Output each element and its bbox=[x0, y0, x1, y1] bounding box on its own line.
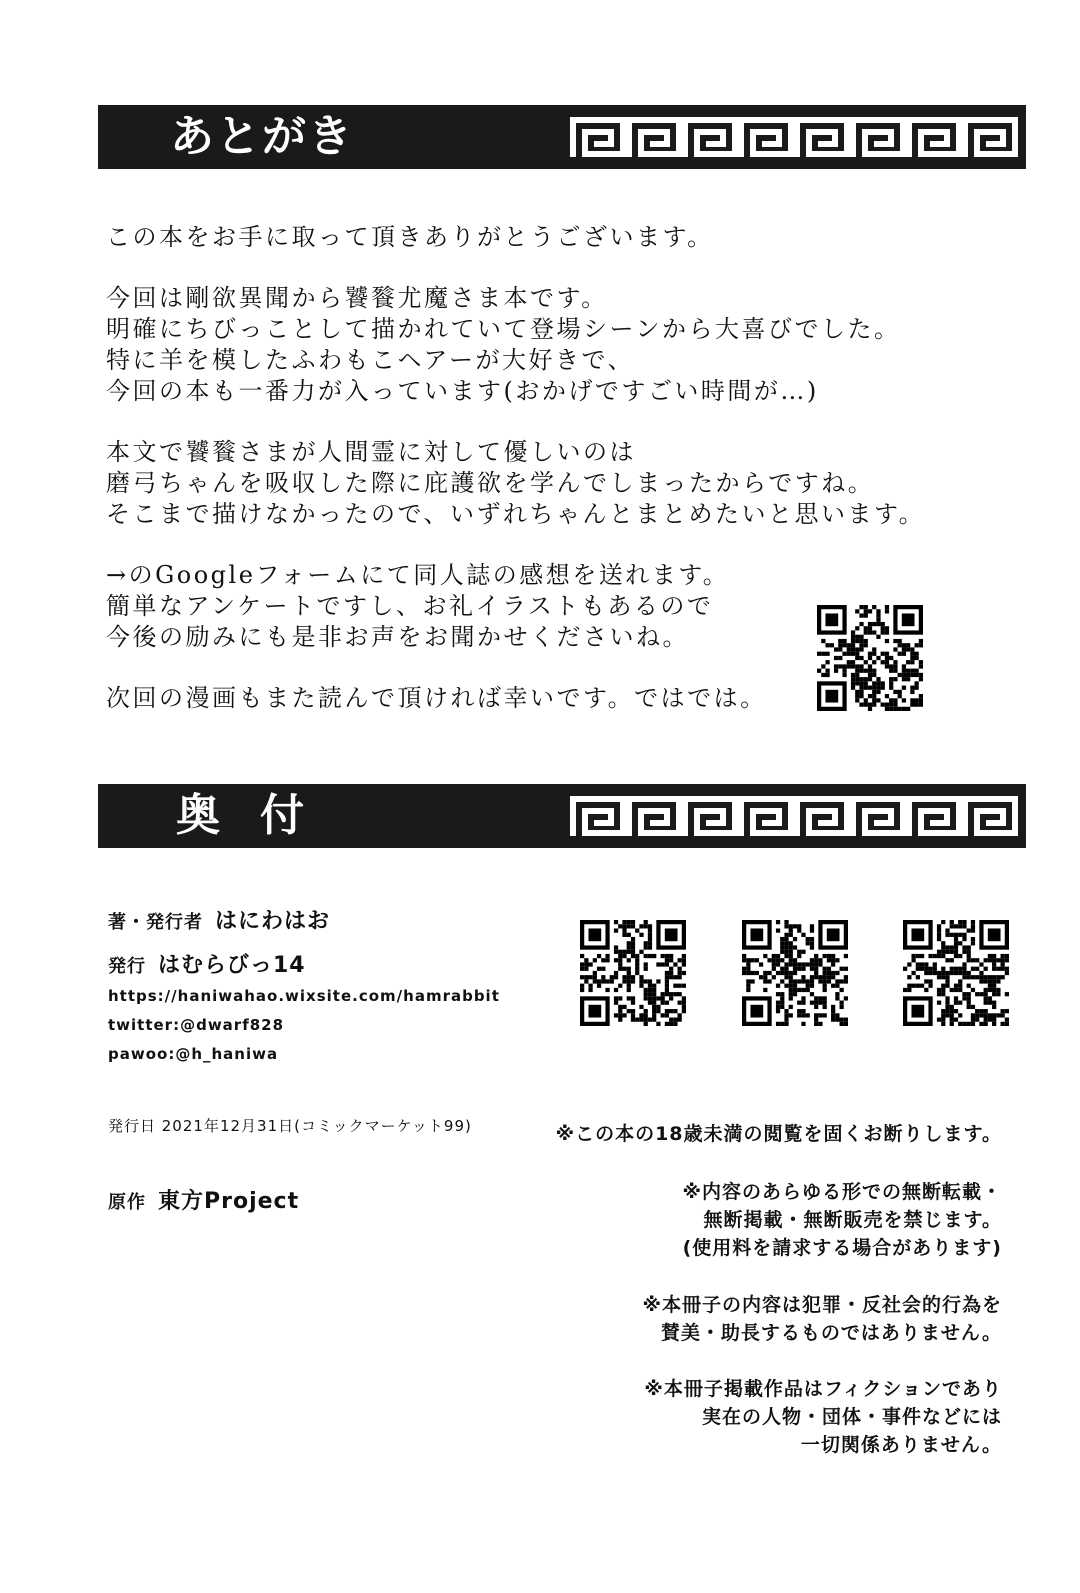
colophon-banner bbox=[98, 784, 1026, 848]
text-line: 本文で饕餮さまが人間霊に対して優しいのは bbox=[106, 438, 636, 466]
text-line: 特に羊を模したふわもこヘアーが大好きで、 bbox=[106, 346, 635, 374]
text-line: 簡単なアンケートですし、お礼イラストもあるので bbox=[106, 592, 714, 620]
meander-path bbox=[573, 799, 1015, 833]
meander-path bbox=[573, 120, 1015, 154]
notice-line: 無断掲載・無断販売を禁じます。 bbox=[703, 1209, 1002, 1231]
afterword-heading: あとがき bbox=[170, 111, 354, 162]
text-line: そこまで描けなかったので、いずれちゃんとまとめたいと思います。 bbox=[106, 500, 926, 528]
meander-ornament bbox=[570, 795, 1018, 837]
afterword-banner bbox=[98, 105, 1026, 169]
text-line: 今回は剛欲異聞から饕餮尤魔さま本です。 bbox=[106, 284, 608, 312]
pawoo-handle[interactable]: pawoo:@h_haniwa bbox=[108, 1045, 279, 1063]
notice-line: ※本冊子掲載作品はフィクションであり bbox=[644, 1378, 1002, 1400]
website-link[interactable]: https://haniwahao.wixsite.com/hamrabbit bbox=[108, 987, 500, 1005]
publication-date: 発行日 2021年12月31日(コミックマーケット99) bbox=[108, 1117, 472, 1135]
original-label: 原作 bbox=[108, 1192, 146, 1213]
fiction-notice bbox=[644, 1375, 1002, 1459]
afterword-paragraph-2 bbox=[106, 283, 901, 407]
twitter-handle[interactable]: twitter:@dwarf828 bbox=[108, 1016, 285, 1034]
text-line: 今後の励みにも是非お声をお聞かせくださいね。 bbox=[106, 623, 689, 651]
notice-line: (使用料を請求する場合があります) bbox=[682, 1237, 1002, 1259]
text-line: →のGoogleフォームにて同人誌の感想を送れます。 bbox=[106, 561, 730, 589]
notice-line: ※この本の18歳未満の閲覧を固くお断りします。 bbox=[555, 1123, 1002, 1145]
notice-line: 一切関係ありません。 bbox=[800, 1434, 1002, 1456]
text-line: 今回の本も一番力が入っています(おかげですごい時間が…) bbox=[106, 377, 819, 405]
text-line: この本をお手に取って頂きありがとうございます。 bbox=[106, 223, 714, 251]
notice-line: 実在の人物・団体・事件などには bbox=[701, 1406, 1002, 1428]
twitter-qr-code[interactable] bbox=[742, 920, 848, 1026]
meander-ornament bbox=[570, 116, 1018, 158]
text-line: 磨弓ちゃんを吸収した際に庇護欲を学んでしまったからですね。 bbox=[106, 469, 875, 497]
notice-line: 賛美・助長するものではありません。 bbox=[660, 1322, 1002, 1344]
website-qr-code[interactable] bbox=[580, 920, 686, 1026]
notice-line: ※本冊子の内容は犯罪・反社会的行為を bbox=[642, 1294, 1002, 1316]
publisher-credit bbox=[108, 948, 306, 979]
original-work-name: 東方Project bbox=[158, 1189, 300, 1214]
colophon-heading: 奥付 bbox=[176, 790, 344, 841]
afterword-paragraph-4 bbox=[106, 560, 729, 653]
afterword-paragraph-3 bbox=[106, 437, 925, 530]
circle-name: はむらびっ14 bbox=[158, 953, 306, 978]
crime-notice bbox=[643, 1291, 1002, 1347]
publisher-label: 発行 bbox=[108, 956, 146, 977]
afterword-paragraph-5 bbox=[106, 683, 767, 714]
pawoo-qr-code[interactable] bbox=[903, 920, 1009, 1026]
author-credit bbox=[108, 904, 330, 935]
original-work-credit bbox=[108, 1184, 299, 1215]
author-label: 著・発行者 bbox=[108, 912, 203, 933]
age-restriction-notice bbox=[556, 1120, 1002, 1148]
text-line: 明確にちびっことして描かれていて登場シーンから大喜びでした。 bbox=[106, 315, 901, 343]
afterword-paragraph-1 bbox=[106, 222, 714, 253]
text-line: 次回の漫画もまた読んで頂ければ幸いです。ではでは。 bbox=[106, 684, 767, 712]
google-form-qr-code[interactable] bbox=[817, 605, 923, 711]
author-name: はにわはお bbox=[215, 909, 331, 934]
notice-line: ※内容のあらゆる形での無断転載・ bbox=[682, 1181, 1002, 1203]
reproduction-notice bbox=[683, 1178, 1002, 1262]
